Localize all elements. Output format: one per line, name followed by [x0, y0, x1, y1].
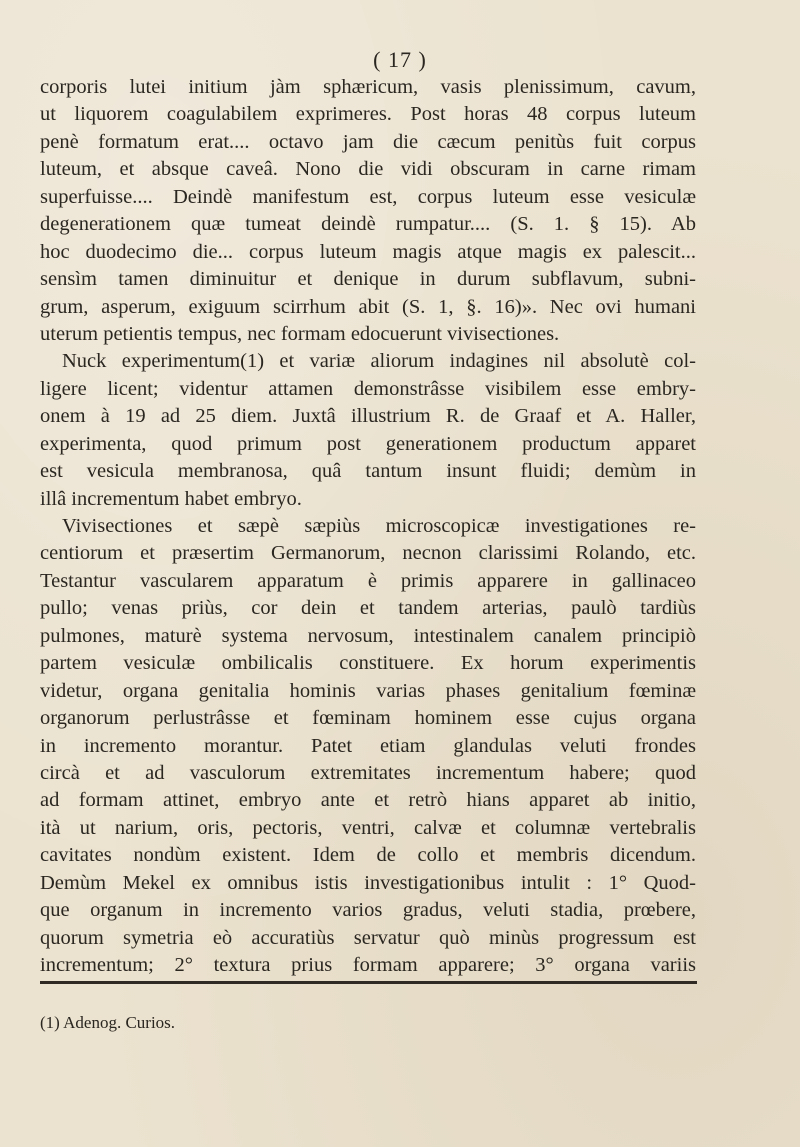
text-line: videtur, organa genitalia hominis varias phases genitalium fœminæ	[40, 679, 696, 702]
text-line: ligere licent; videntur attamen demonstrâsse visibilem esse embry-	[40, 377, 696, 400]
text-line: onem à 19 ad 25 diem. Juxtâ illustrium R. de Graaf et A. Haller,	[40, 405, 696, 428]
text-line: ut liquorem coagulabilem exprimeres. Post horas 48 corpus luteum	[40, 103, 696, 126]
page-number: ( 17 )	[373, 47, 427, 72]
text-line: corporis lutei initium jàm sphæricum, vasis plenissimum, cavum,	[40, 76, 696, 98]
text-line: illâ incrementum habet embryo.	[40, 487, 302, 510]
text-line: centiorum et præsertim Germanorum, necnon clarissimi Rolando, etc.	[40, 542, 696, 565]
text-line: experimenta, quod primum post generationem productum apparet	[40, 432, 696, 455]
text-line: pullo; venas priùs, cor dein et tandem arterias, paulò tardiùs	[40, 597, 696, 620]
text-line: quorum symetria eò accuratiùs servatur quò minùs progressum est	[40, 926, 696, 949]
body-text	[40, 74, 696, 979]
text-line: penè formatum erat.... octavo jam die cæcum penitùs fuit corpus	[40, 130, 696, 153]
text-line: Nuck experimentum(1) et variæ aliorum indagines nil absolutè col-	[62, 350, 696, 373]
text-line: superfuisse.... Deindè manifestum est, corpus luteum esse vesiculæ	[40, 185, 696, 208]
footnote-rule	[40, 981, 697, 984]
text-line: ità ut narium, oris, pectoris, ventri, calvæ et columnæ vertebralis	[40, 816, 696, 839]
text-line: degenerationem quæ tumeat deindè rumpatur.... (S. 1. § 15). Ab	[40, 213, 696, 236]
text-line: ad formam attinet, embryo ante et retrò hians apparet ab initio,	[40, 789, 696, 812]
text-line: luteum, et absque caveâ. Nono die vidi obscuram in carne rimam	[40, 158, 696, 181]
text-line: que organum in incremento varios gradus, veluti stadia, prœbere,	[40, 899, 696, 922]
text-line: organorum perlustrâsse et fœminam hominem esse cujus organa	[40, 707, 696, 730]
text-line: est vesicula membranosa, quâ tantum insunt fluidi; demùm in	[40, 460, 696, 483]
text-line: pulmones, maturè systema nervosum, intestinalem canalem principiò	[40, 624, 696, 647]
text-line: in incremento morantur. Patet etiam glandulas veluti frondes	[40, 734, 696, 757]
text-line: incrementum; 2° textura prius formam apparere; 3° organa variis	[40, 954, 696, 976]
text-line: cavitates nondùm existent. Idem de collo et membris dicendum.	[40, 844, 696, 867]
text-line: partem vesiculæ ombilicalis constituere. Ex horum experimentis	[40, 652, 696, 675]
text-line: uterum petientis tempus, nec formam edocuerunt vivisectiones.	[40, 322, 560, 345]
text-line: Demùm Mekel ex omnibus istis investigationibus intulit : 1° Quod-	[40, 871, 696, 894]
text-line: Vivisectiones et sæpè sæpiùs microscopicæ investigationes re-	[62, 515, 696, 537]
text-line: hoc duodecimo die... corpus luteum magis atque magis ex palescit...	[40, 240, 696, 263]
text-line: Testantur vascularem apparatum è primis apparere in gallinaceo	[40, 569, 696, 592]
text-line: circà et ad vasculorum extremitates incrementum habere; quod	[40, 761, 696, 784]
text-line: sensìm tamen diminuitur et denique in durum subflavum, subni-	[40, 268, 696, 291]
footnote: (1) Adenog. Curios.	[40, 1013, 176, 1032]
text-line: grum, asperum, exiguum scirrhum abit (S. 1, §. 16)». Nec ovi humani	[40, 295, 696, 318]
